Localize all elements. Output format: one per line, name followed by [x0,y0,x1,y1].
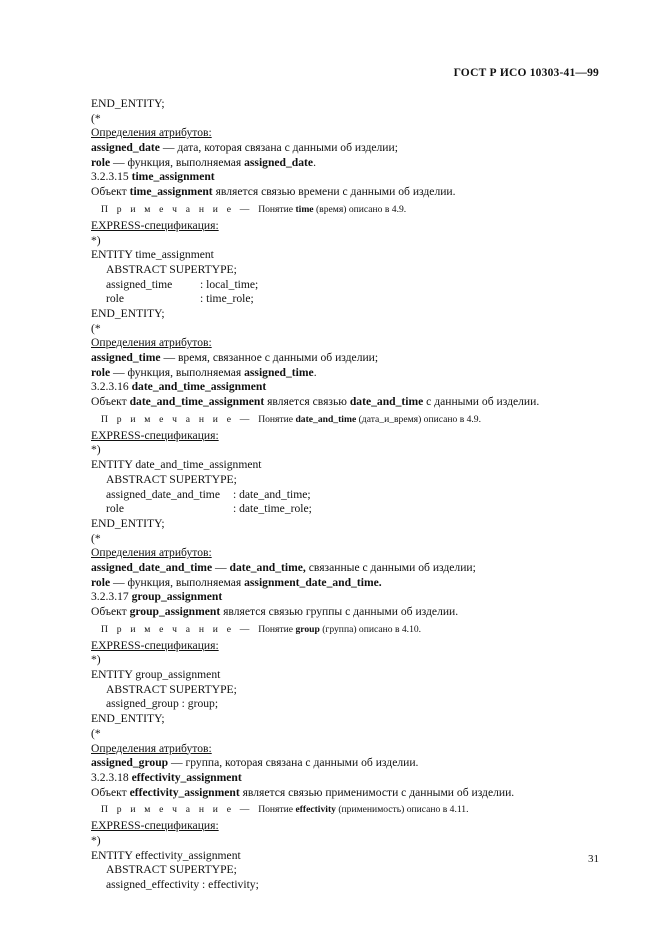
entity-declaration: ENTITY date_and_time_assignment [91,458,262,472]
end-entity: END_ENTITY; [91,97,165,110]
entity-declaration: ENTITY time_assignment [91,248,214,262]
entity-declaration: ENTITY effectivity_assignment [91,848,241,862]
comment-open: (* [91,111,101,125]
page-header: ГОСТ Р ИСО 10303-41—99 [453,67,599,79]
note-line: П р и м е ч а н и е — Понятие effectivity (применимость) описано в 4.11. [101,804,469,816]
attr-def-line: role — функция, выполняемая assigned_time. [91,365,317,379]
express-heading: EXPRESS-спецификация: [91,428,219,442]
section-description: Объект time_assignment является связью времени с данными об изделии. [91,185,456,199]
section-heading: 3.2.3.17 group_assignment [91,590,223,604]
end-entity: END_ENTITY; [91,712,165,726]
comment-close: *) [91,443,101,457]
end-entity: END_ENTITY; [91,516,165,530]
comment-close: *) [91,233,101,247]
end-entity: END_ENTITY; [91,306,165,320]
attr-def-line: assigned_date_and_time — date_and_time, связанные с данными об изделии; [91,560,476,574]
comment-open: (* [91,726,101,740]
entity-attribute: assigned_time : local_time; [106,277,259,291]
note-line: П р и м е ч а н и е — Понятие group (группа) описано в 4.10. [101,623,422,635]
section-description: Объект group_assignment является связью группы с данными об изделии. [91,605,459,618]
comment-open: (* [91,531,101,545]
entity-declaration: ENTITY group_assignment [91,668,221,682]
comment-close: *) [91,833,101,847]
attr-def-line: role — функция, выполняемая assignment_date_and_time. [91,575,382,589]
comment-close: *) [91,653,101,667]
express-heading: EXPRESS-спецификация: [91,218,219,232]
express-heading: EXPRESS-спецификация: [91,819,219,833]
comment-open: (* [91,321,101,335]
attr-def-line: assigned_group — группа, которая связана с данными об изделии. [91,756,419,770]
entity-attribute: assigned_date_and_time : date_and_time; [106,487,311,501]
document-body [91,97,611,893]
note-line: П р и м е ч а н и е — Понятие time (время) описано в 4.9. [101,203,407,215]
attr-def-line: assigned_time — время, связанное с данными об изделии; [91,351,379,364]
express-heading: EXPRESS-спецификация: [91,638,219,652]
entity-attribute: role : time_role; [106,292,254,306]
attr-defs-heading: Определения атрибутов: [91,741,212,755]
entity-attribute: assigned_effectivity : effectivity; [106,878,259,891]
section-description: Объект date_and_time_assignment является связью date_and_time с данными об изделии. [91,395,540,409]
abstract-supertype: ABSTRACT SUPERTYPE; [106,472,237,486]
abstract-supertype: ABSTRACT SUPERTYPE; [106,262,237,276]
attr-defs-heading: Определения атрибутов: [91,126,212,140]
page-number: 31 [588,853,599,865]
attr-def-line: role — функция, выполняемая assigned_date. [91,155,316,169]
entity-attribute: assigned_group : group; [106,697,219,711]
section-description: Объект effectivity_assignment является связью применимости с данными об изделии. [91,785,515,799]
section-heading: 3.2.3.15 time_assignment [91,170,215,184]
entity-attribute: role : date_time_role; [106,502,312,516]
section-heading: 3.2.3.18 effectivity_assignment [91,770,242,784]
note-line: П р и м е ч а н и е — Понятие date_and_time (дата_и_время) описано в 4.9. [101,413,482,425]
abstract-supertype: ABSTRACT SUPERTYPE; [106,682,237,696]
attr-def-line: assigned_date — дата, которая связана с данными об изделии; [91,141,398,155]
section-heading: 3.2.3.16 date_and_time_assignment [91,380,267,394]
abstract-supertype: ABSTRACT SUPERTYPE; [106,863,237,877]
attr-defs-heading: Определения атрибутов: [91,336,212,350]
attr-defs-heading: Определения атрибутов: [91,546,212,560]
